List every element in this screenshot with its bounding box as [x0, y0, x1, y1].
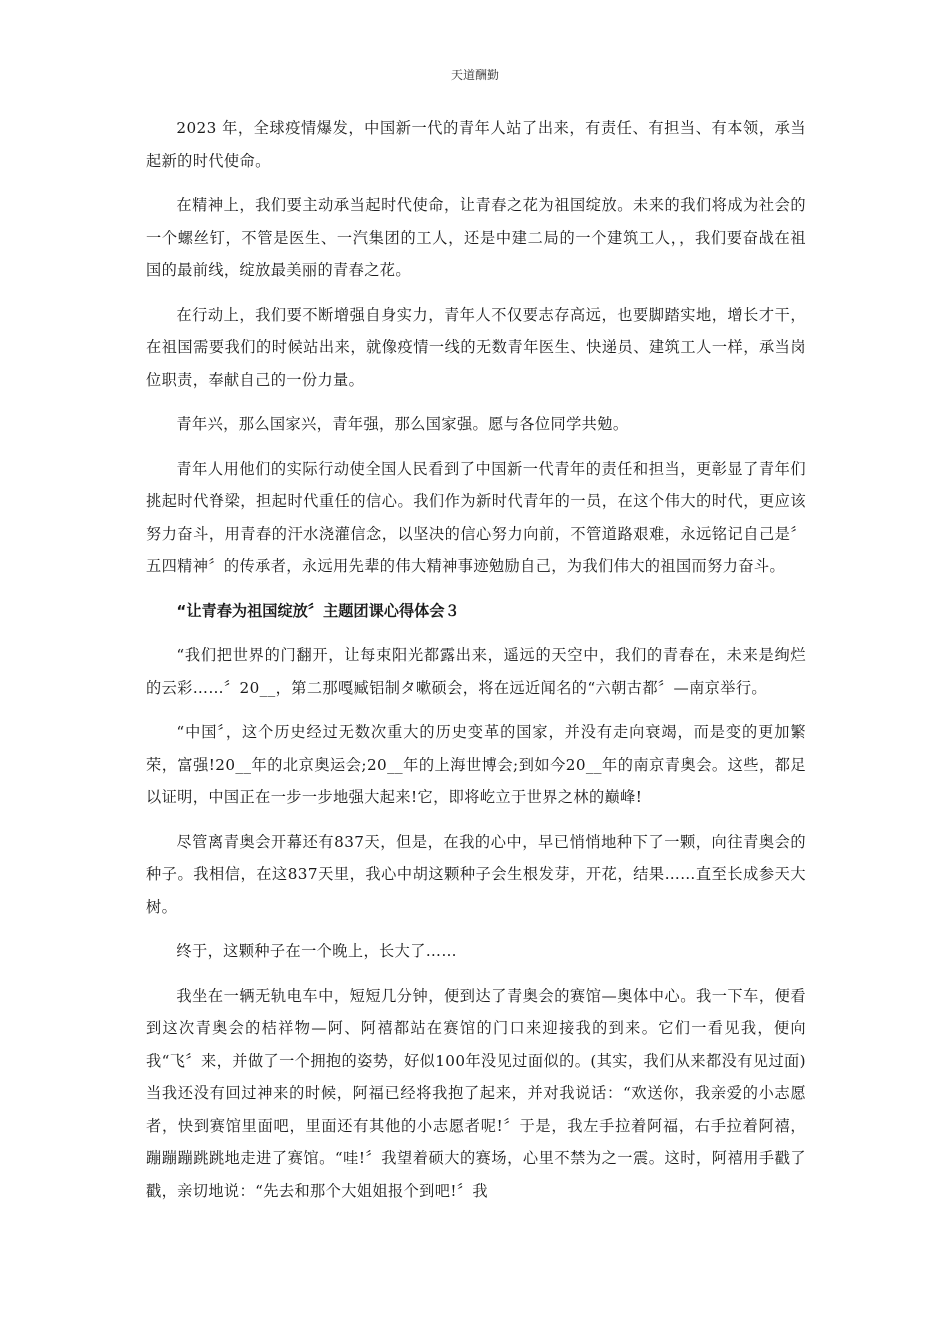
section-heading: “让青春为祖国绽放〞主题团课心得体会３: [176, 601, 460, 620]
paragraph: 在精神上，我们要主动承当起时代使命，让青春之花为祖国绽放。未来的我们将成为社会的一个螺丝钉，不管是医生、一汽集团的工人，还是中建二局的一个建筑工人，，我们要奋战在祖国的最前线，绽放最美丽的青春之花。: [146, 196, 806, 279]
paragraph: 2023 年，全球疫情爆发，中国新一代的青年人站了出来，有责任、有担当、有本领，承当起新的时代使命。: [146, 119, 806, 170]
paragraph: “中国〞，这个历史经过无数次重大的历史变革的国家，并没有走向衰竭，而是变的更加繁荣，富强!20__年的北京奥运会;20__年的上海世博会;到如今20__年的南京青奥会。这些，都足以证明，中国正在一步一步地强大起来!它，即将屹立于世界之林的巅峰!: [146, 723, 806, 806]
paragraph: 在行动上，我们要不断增强自身实力，青年人不仅要志存高远，也要脚踏实地，增长才干，在祖国需要我们的时候站出来，就像疫情一线的无数青年医生、快递员、建筑工人一样，承当岗位职责，奉献自己的一份力量。: [146, 305, 806, 389]
paragraph: 青年兴，那么国家兴，青年强，那么国家强。愿与各位同学共勉。: [176, 415, 629, 433]
document-body: [146, 112, 806, 1219]
page-header: 天道酬勤: [450, 68, 499, 82]
paragraph: 我坐在一辆无轨电车中，短短几分钟，便到达了青奥会的赛馆—奥体中心。我一下车，便看到这次青奥会的桔祥物—阿、阿禧都站在赛馆的门口来迎接我的到来。它们一看见我，便向我“飞〞来，并做了一个拥抱的姿势，好似100年没见过面似的。(其实，我们从来都没有见过面)当我还没有回过神来的时候，阿福已经将我抱了起来，并对我说话：“欢送你，我亲爱的小志愿者，快到赛馆里面吧，里面还有其他的小志愿者呢!〞于是，我左手拉着阿福，右手拉着阿禧，蹦蹦蹦跳跳地走进了赛馆。“哇!〞我望着硕大的赛场，心里不禁为之一震。这时，阿禧用手戳了戳，亲切地说：“先去和那个大姐姐报个到吧!〞我: [146, 986, 806, 1200]
paragraph: 青年人用他们的实际行动使全国人民看到了中国新一代青年的责任和担当，更彰显了青年们挑起时代脊梁，担起时代重任的信心。我们作为新时代青年的一员，在这个伟大的时代，更应该努力奋斗，用青春的汗水浇灌信念，以坚决的信心努力向前，不管道路艰难，永远铭记自己是〞五四精神〞的传承者，永远用先辈的伟大精神事迹勉励自己，为我们伟大的祖国而努力奋斗。: [146, 459, 806, 575]
paragraph: “我们把世界的门翻开，让每束阳光都露出来，遥远的天空中，我们的青春在，未来是绚烂的云彩……〞20__，第二那嘎臧铝制タ嗽硕会，将在远近闻名的“六朝古都〞—南京举行。: [146, 646, 806, 697]
paragraph: 尽管离青奥会开幕还有837天，但是，在我的心中，早已悄悄地种下了一颗，向往青奥会的种子。我相信，在这837天里，我心中胡这颗种子会生根发芽，开花，结果……直至长成参天大树。: [146, 832, 806, 916]
paragraph: 终于，这颗种子在一个晚上，长大了……: [176, 942, 457, 960]
